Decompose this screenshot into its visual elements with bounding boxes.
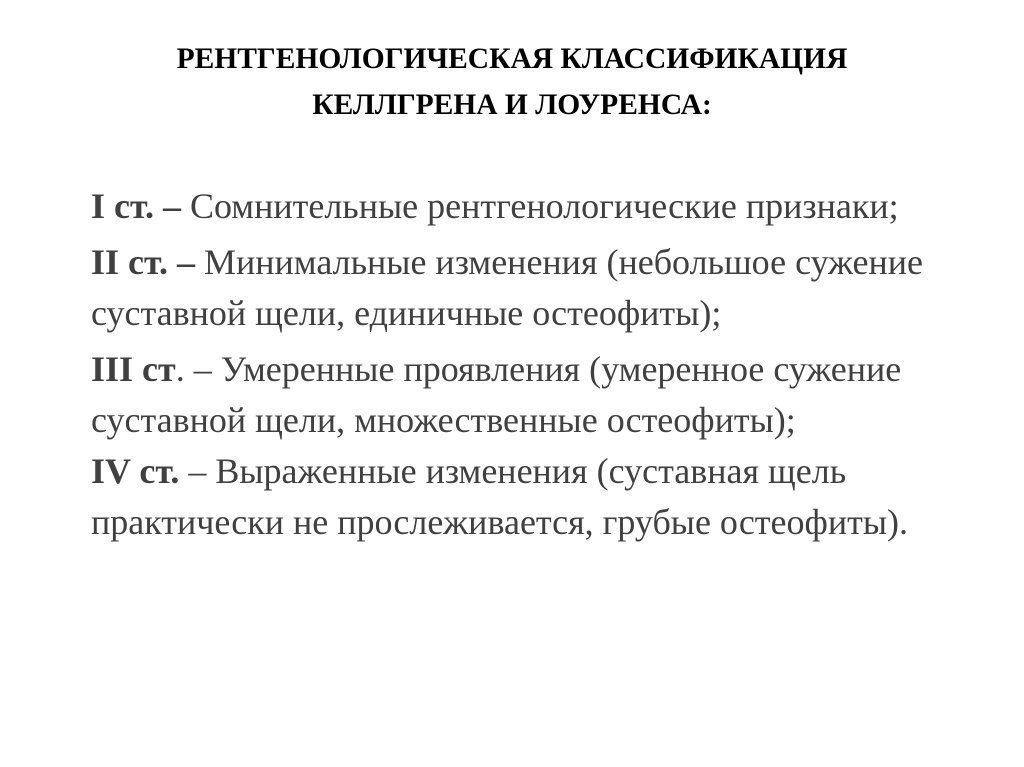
- grade-3-text: . – Умеренные проявления (умеренное сужение суставной щели, множественные остеофиты);: [91, 349, 902, 440]
- slide-title: [80, 36, 944, 128]
- grade-4-item: [91, 446, 971, 548]
- classification-list: [91, 181, 971, 548]
- grade-2-text: Минимальные изменения (небольшое сужение суставной щели, единичные остеофиты);: [91, 242, 924, 333]
- grade-4-label: IV ст.: [91, 451, 180, 491]
- grade-2-label: II ст. –: [91, 242, 195, 282]
- title-line-1: РЕНТГЕНОЛОГИЧЕСКАЯ КЛАССИФИКАЦИЯ: [176, 43, 848, 75]
- grade-3-item: [91, 344, 971, 446]
- grade-2-item: [91, 237, 971, 339]
- grade-3-label: III ст: [91, 349, 176, 389]
- grade-1-text: Сомнительные рентгенологические признаки;: [180, 186, 899, 226]
- grade-1-item: [91, 181, 971, 232]
- title-line-2: КЕЛЛГРЕНА И ЛОУРЕНСА:: [312, 89, 712, 121]
- grade-1-label: I ст. –: [91, 186, 181, 226]
- grade-4-text: – Выраженные изменения (суставная щель практически не прослеживается, грубые остеофиты).: [91, 451, 909, 542]
